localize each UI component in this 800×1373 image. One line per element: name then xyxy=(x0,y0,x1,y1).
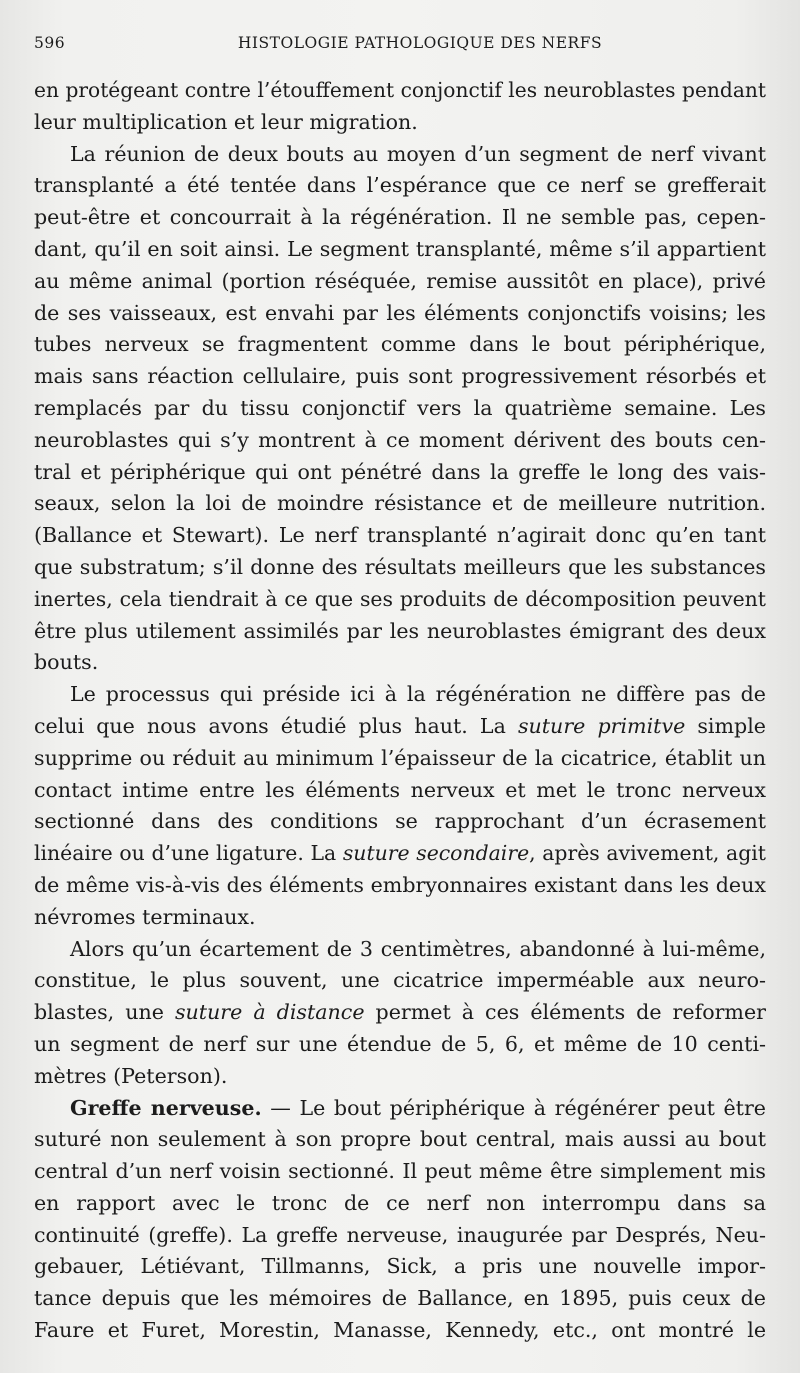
text-line xyxy=(34,107,766,139)
text-line xyxy=(34,139,766,171)
text-line xyxy=(34,1093,766,1125)
text-line-content: bouts. xyxy=(34,650,99,675)
text-line xyxy=(34,934,766,966)
text-line xyxy=(34,775,766,807)
text-line xyxy=(34,806,766,838)
text-line-content: gebauer, Létiévant, Tillmanns, Sick, a pris une nouvelle impor- xyxy=(34,1254,766,1279)
text-line xyxy=(34,616,766,648)
text-line-content: tance depuis que les mémoires de Ballance, en 1895, puis ceux de xyxy=(34,1286,766,1311)
text-line xyxy=(34,393,766,425)
text-line xyxy=(34,647,766,679)
running-title: HISTOLOGIE PATHOLOGIQUE DES NERFS xyxy=(237,34,603,52)
text-line xyxy=(34,965,766,997)
text-line xyxy=(34,457,766,489)
text-line-content: de même vis-à-vis des éléments embryonnaires existant dans les deux xyxy=(34,872,766,897)
text-line xyxy=(34,266,766,298)
text-line xyxy=(34,838,766,870)
text-line xyxy=(34,584,766,616)
text-line xyxy=(34,902,766,934)
text-line xyxy=(34,743,766,775)
text-line xyxy=(34,1188,766,1220)
text-line-content: en protégeant contre l’étouffement conjonctif les neuroblastes pendant xyxy=(34,78,766,102)
text-segment: , après avivement, agit xyxy=(529,841,766,866)
text-line-content: mais sans réaction cellulaire, puis sont progressivement résorbés et xyxy=(34,364,766,389)
text-line xyxy=(34,870,766,902)
text-line xyxy=(34,1156,766,1188)
text-line-content: remplacés par du tissu conjonctif vers la quatrième semaine. Les xyxy=(34,395,766,420)
running-head xyxy=(34,34,766,58)
text-line-content: neuroblastes qui s’y montrent à ce moment dérivent des bouts cen- xyxy=(34,427,766,452)
text-line-content: de ses vaisseaux, est envahi par les éléments conjonctifs voisins; les xyxy=(34,300,766,325)
text-line-content: au même animal (portion réséquée, remise aussitôt en place), privé xyxy=(34,268,766,293)
text-line xyxy=(34,425,766,457)
text-line-content: Faure et Furet, Morestin, Manasse, Kennedy, etc., ont montré le xyxy=(34,1318,766,1343)
italic-term: suture secondaire xyxy=(342,841,530,866)
text-line xyxy=(34,361,766,393)
text-line xyxy=(34,1220,766,1252)
text-line xyxy=(34,679,766,711)
text-line xyxy=(34,234,766,266)
text-segment: permet à ces éléments de reformer xyxy=(364,1000,766,1025)
text-line xyxy=(34,552,766,584)
text-line xyxy=(34,1315,766,1347)
text-line-content: Alors qu’un écartement de 3 centimètres, abandonné à lui-même, xyxy=(70,936,766,961)
text-line-content: dant, qu’il en soit ainsi. Le segment transplanté, même s’il appartient xyxy=(34,236,766,261)
text-line-content: mètres (Peterson). xyxy=(34,1063,228,1088)
text-line-content: central d’un nerf voisin sectionné. Il peut même être simplement mis xyxy=(34,1159,766,1184)
text-line xyxy=(34,75,766,107)
text-line xyxy=(34,329,766,361)
text-line-content: suturé non seulement à son propre bout central, mais aussi au bout xyxy=(34,1127,766,1152)
text-line-content: contact intime entre les éléments nerveux et met le tronc nerveux xyxy=(34,777,766,802)
text-line xyxy=(34,1251,766,1283)
text-line-content: (Ballance et Stewart). Le nerf transplanté n’agirait donc qu’en tant xyxy=(34,523,766,548)
text-line xyxy=(34,1029,766,1061)
text-line-content: continuité (greffe). La greffe nerveuse, inaugurée par Després, Neu- xyxy=(34,1222,766,1247)
text-line-content: névromes terminaux. xyxy=(34,904,256,929)
text-line-content: Le processus qui préside ici à la régénération ne diffère pas de xyxy=(70,682,766,707)
text-line xyxy=(34,1283,766,1315)
text-line xyxy=(34,520,766,552)
text-line-content: tral et périphérique qui ont pénétré dans la greffe le long des vais- xyxy=(34,459,766,484)
text-segment: blastes, une xyxy=(34,1000,175,1025)
text-segment: — Le bout périphérique à régénérer peut être xyxy=(261,1095,766,1120)
section-heading-inline: Greffe nerveuse. xyxy=(70,1095,262,1120)
text-line-content: constitue, le plus souvent, une cicatrice imperméable aux neuro- xyxy=(34,968,766,993)
text-line-content: transplanté a été tentée dans l’espérance que ce nerf se grefferait xyxy=(34,173,766,198)
text-segment: linéaire ou d’une ligature. La xyxy=(34,841,343,866)
text-line-content: inertes, cela tiendrait à ce que ses produits de décomposition peuvent xyxy=(34,586,766,611)
italic-term: suture primitve xyxy=(517,713,686,738)
text-line-content: seaux, selon la loi de moindre résistance et de meilleure nutrition. xyxy=(34,491,766,516)
text-line xyxy=(34,298,766,330)
text-line-content: que substratum; s’il donne des résultats meilleurs que les substances xyxy=(34,554,766,579)
text-line xyxy=(34,711,766,743)
body-text xyxy=(34,75,766,1347)
text-line xyxy=(34,170,766,202)
text-line xyxy=(34,488,766,520)
text-line xyxy=(34,1061,766,1093)
text-line-content: supprime ou réduit au minimum l’épaisseur de la cicatrice, établit un xyxy=(34,745,766,770)
text-line xyxy=(34,1124,766,1156)
text-line-content: tubes nerveux se fragmentent comme dans le bout périphérique, xyxy=(34,332,766,357)
text-line-content: leur multiplication et leur migration. xyxy=(34,109,418,134)
text-line-content: sectionné dans des conditions se rapprochant d’un écrasement xyxy=(34,809,766,834)
text-line-content: être plus utilement assimilés par les neuroblastes émigrant des deux xyxy=(34,618,766,643)
text-line-content: un segment de nerf sur une étendue de 5, 6, et même de 10 centi- xyxy=(34,1031,766,1056)
text-line xyxy=(34,202,766,234)
italic-term: suture à distance xyxy=(174,1000,365,1025)
text-segment: simple xyxy=(685,713,766,738)
text-line-content: peut-être et concourrait à la régénération. Il ne semble pas, cepen- xyxy=(34,205,766,230)
text-line-content: La réunion de deux bouts au moyen d’un segment de nerf vivant xyxy=(70,141,766,166)
text-line xyxy=(34,997,766,1029)
page-number: 596 xyxy=(34,34,66,52)
text-line-content: en rapport avec le tronc de ce nerf non interrompu dans sa xyxy=(34,1190,766,1215)
text-segment: celui que nous avons étudié plus haut. La xyxy=(34,713,518,738)
